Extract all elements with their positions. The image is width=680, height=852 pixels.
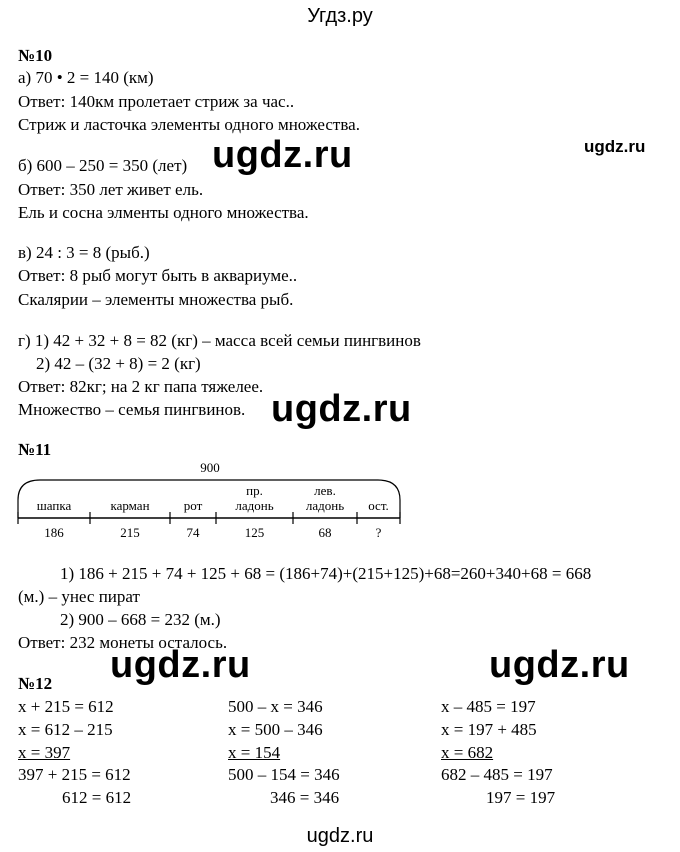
- segment-label: ладонь: [235, 498, 274, 513]
- equation-check: 397 + 215 = 612: [18, 765, 131, 784]
- task-11-line: Ответ: 232 монеты осталось.: [18, 633, 228, 652]
- watermark: ugdz.ru: [110, 644, 251, 686]
- segment-label: шапка: [36, 498, 72, 513]
- segment-label: карман: [110, 498, 150, 513]
- segment-value: 215: [120, 525, 140, 540]
- task-10-line: Ответ: 82кг; на 2 кг папа тяжелее.: [18, 377, 264, 396]
- equation-check: 612 = 612: [62, 788, 132, 807]
- task-11-line: 1) 186 + 215 + 74 + 125 + 68 = (186+74)+(215+125)+68=260+340+68 = 668: [60, 564, 592, 583]
- watermark: ugdz.ru: [271, 388, 412, 430]
- equation-check: 500 – 154 = 346: [228, 765, 340, 784]
- segment-label-top: пр.: [246, 483, 263, 498]
- task-10-line: 2) 42 – (32 + 8) = 2 (кг): [36, 354, 201, 373]
- equation-answer: x = 682: [441, 743, 494, 762]
- task-10-line: Ответ: 140км пролетает стриж за час..: [18, 92, 295, 111]
- task-10-line: Стриж и ласточка элементы одного множества.: [18, 115, 360, 134]
- task-10-line: Множество – семья пингвинов.: [18, 400, 246, 419]
- total-bracket: [18, 480, 400, 518]
- segment-value: 125: [244, 525, 265, 540]
- equation-line: x – 485 = 197: [441, 697, 536, 716]
- task-10-number: №10: [18, 46, 53, 65]
- watermark: ugdz.ru: [489, 644, 630, 686]
- equation-line: x + 215 = 612: [18, 697, 114, 716]
- segment-value: 186: [44, 525, 64, 540]
- task-11-number: №11: [18, 440, 52, 459]
- task-11-line: 2) 900 – 668 = 232 (м.): [60, 610, 221, 629]
- equation-answer: x = 397: [18, 743, 71, 762]
- equation-check: 346 = 346: [270, 788, 340, 807]
- equation-check: 682 – 485 = 197: [441, 765, 553, 784]
- task-11-line: (м.) – унес пират: [18, 587, 140, 606]
- segment-label-top: лев.: [314, 483, 336, 498]
- equation-line: x = 612 – 215: [18, 720, 113, 739]
- segment-label: ладонь: [305, 498, 345, 513]
- diagram-total: 900: [200, 460, 220, 475]
- equation-answer: x = 154: [228, 743, 281, 762]
- task-10-line: г) 1) 42 + 32 + 8 = 82 (кг) – масса всей семьи пингвинов: [18, 331, 421, 350]
- segment-label: ост.: [368, 498, 389, 513]
- segment-value: 68: [318, 525, 332, 540]
- task-10-line: Скалярии – элементы множества рыб.: [18, 290, 294, 309]
- segment-value: ?: [375, 525, 382, 540]
- equation-line: x = 197 + 485: [441, 720, 537, 739]
- watermark: ugdz.ru: [584, 137, 646, 156]
- watermark: ugdz.ru: [212, 134, 353, 176]
- equation-line: x = 500 – 346: [228, 720, 323, 739]
- task-10-line: Ель и сосна элменты одного множества.: [18, 203, 309, 222]
- segment-label: рот: [183, 498, 203, 513]
- segment-value: 74: [186, 525, 200, 540]
- task-12-number: №12: [18, 674, 53, 693]
- footer-watermark: ugdz.ru: [306, 825, 374, 847]
- equation-check: 197 = 197: [486, 788, 556, 807]
- task-10-line: в) 24 : 3 = 8 (рыб.): [18, 243, 150, 262]
- task-10-line: Ответ: 350 лет живет ель.: [18, 180, 204, 199]
- task-10-line: а) 70 • 2 = 140 (км): [18, 68, 154, 87]
- task-10-line: б) 600 – 250 = 350 (лет): [18, 156, 188, 175]
- site-title: Угдз.ру: [307, 5, 373, 27]
- task-10-line: Ответ: 8 рыб могут быть в аквариуме..: [18, 266, 298, 285]
- equation-line: 500 – x = 346: [228, 697, 323, 716]
